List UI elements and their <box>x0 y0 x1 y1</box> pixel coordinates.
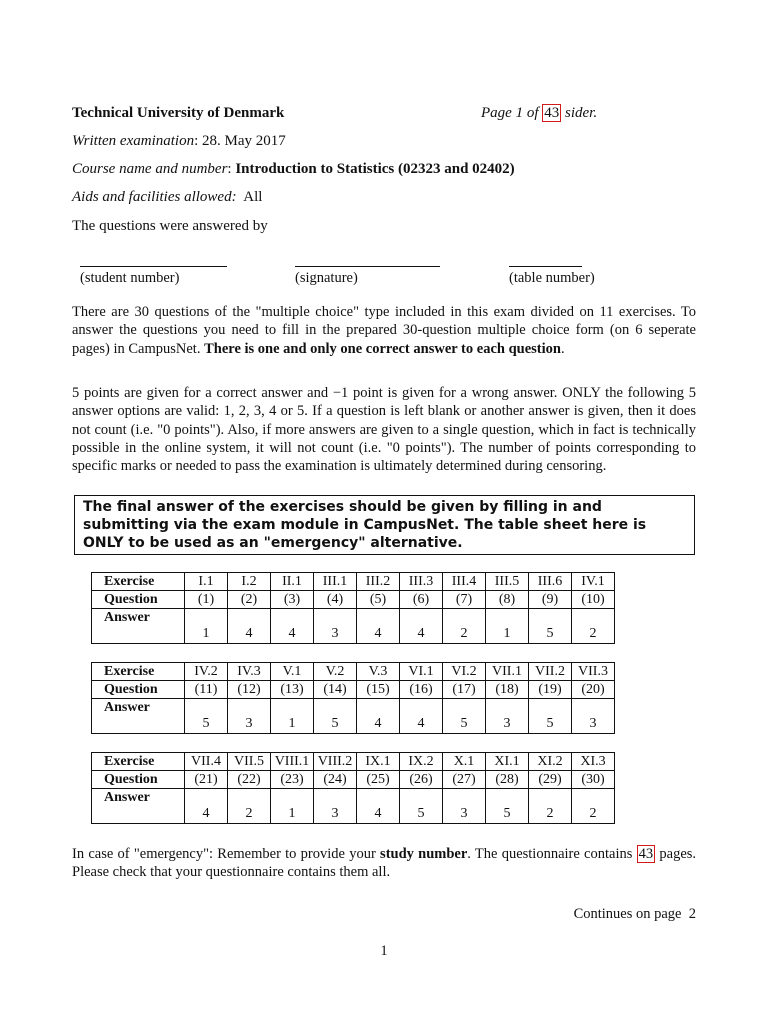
exercise-cell: XI.2 <box>529 753 572 771</box>
emergency-notice-box: The final answer of the exercises should be given by filling in and submitting via the exam module in CampusNet. The table sheet here is ONLY to be used as an "emergency" alternative. <box>74 495 695 555</box>
question-cell: (2) <box>228 591 271 609</box>
exercise-header: Exercise <box>92 573 185 591</box>
table-number-line <box>509 266 582 267</box>
exercise-cell: VII.4 <box>185 753 228 771</box>
answer-cell[interactable]: 1 <box>271 699 314 734</box>
exercise-cell: XI.3 <box>572 753 615 771</box>
answer-cell[interactable]: 4 <box>400 699 443 734</box>
question-cell: (6) <box>400 591 443 609</box>
question-cell: (11) <box>185 681 228 699</box>
question-cell: (1) <box>185 591 228 609</box>
answer-cell[interactable]: 2 <box>228 789 271 824</box>
exercise-row <box>92 663 615 681</box>
signature-line <box>295 266 440 267</box>
answer-cell[interactable]: 2 <box>529 789 572 824</box>
question-cell: (25) <box>357 771 400 789</box>
question-row <box>92 681 615 699</box>
exercise-cell: XI.1 <box>486 753 529 771</box>
answer-cell[interactable]: 1 <box>271 789 314 824</box>
course-value: Introduction to Statistics (02323 and 02402) <box>235 161 515 177</box>
study-number-emphasis: study number <box>380 846 468 862</box>
answer-cell[interactable]: 4 <box>357 789 400 824</box>
question-cell: (20) <box>572 681 615 699</box>
university-name: Technical University of Denmark <box>72 105 285 121</box>
exercise-cell: IV.3 <box>228 663 271 681</box>
scoring-paragraph: 5 points are given for a correct answer and −1 point is given for a wrong answer. ONLY the following 5 answer options are valid: 1, 2, 3, 4 or 5. If a question is left blank or another answer is given, then it does not count (i.e. "0 points"). Also, if more answers are given to a single question, which in fact is technically possible in the online system, it will not count (i.e. "0 points"). The number of points corresponding to specific marks or needed to pass the examination is ultimately determined during censoring. <box>72 385 696 475</box>
answer-cell[interactable]: 4 <box>400 609 443 644</box>
exercise-row <box>92 573 615 591</box>
question-row <box>92 591 615 609</box>
question-cell: (27) <box>443 771 486 789</box>
answer-cell[interactable]: 5 <box>400 789 443 824</box>
exercise-cell: I.1 <box>185 573 228 591</box>
answer-cell[interactable]: 5 <box>486 789 529 824</box>
question-cell: (21) <box>185 771 228 789</box>
answer-cell[interactable]: 3 <box>486 699 529 734</box>
written-value: : 28. May 2017 <box>194 133 286 149</box>
emergency-paragraph <box>72 845 696 882</box>
exercise-cell: VIII.2 <box>314 753 357 771</box>
answer-table-3 <box>91 752 615 824</box>
answer-cell[interactable]: 4 <box>357 699 400 734</box>
question-header: Question <box>92 591 185 609</box>
answer-cell[interactable]: 2 <box>572 609 615 644</box>
continues-on-page: Continues on page 2 <box>573 906 696 922</box>
question-cell: (30) <box>572 771 615 789</box>
exercise-header: Exercise <box>92 753 185 771</box>
question-cell: (10) <box>572 591 615 609</box>
exercise-cell: III.1 <box>314 573 357 591</box>
answer-header: Answer <box>92 609 185 644</box>
answer-row <box>92 609 615 644</box>
exercise-cell: VII.3 <box>572 663 615 681</box>
student-number-line <box>80 266 227 267</box>
answer-cell[interactable]: 3 <box>314 609 357 644</box>
question-cell: (9) <box>529 591 572 609</box>
question-cell: (19) <box>529 681 572 699</box>
question-cell: (12) <box>228 681 271 699</box>
answer-cell[interactable]: 3 <box>572 699 615 734</box>
question-cell: (5) <box>357 591 400 609</box>
question-cell: (16) <box>400 681 443 699</box>
answered-by-line: The questions were answered by <box>72 218 268 234</box>
answer-cell[interactable]: 2 <box>572 789 615 824</box>
question-header: Question <box>92 681 185 699</box>
exercise-cell: VI.1 <box>400 663 443 681</box>
answer-cell[interactable]: 1 <box>185 609 228 644</box>
question-cell: (4) <box>314 591 357 609</box>
exercise-row <box>92 753 615 771</box>
answer-cell[interactable]: 1 <box>486 609 529 644</box>
answer-row <box>92 699 615 734</box>
course-label: Course name and number <box>72 161 228 177</box>
instructions-text: There are 30 questions of the "multiple choice" type included in this exam divided on 11 exercises. To answer the questions you need to fill in the prepared 30-question multiple choice form (on 6 seperate pages) in CampusNet. <box>72 304 696 357</box>
question-cell: (24) <box>314 771 357 789</box>
exercise-cell: III.4 <box>443 573 486 591</box>
exercise-cell: II.1 <box>271 573 314 591</box>
aids-label: Aids and facilities allowed: <box>72 189 237 205</box>
exercise-cell: X.1 <box>443 753 486 771</box>
exercise-cell: V.3 <box>357 663 400 681</box>
answer-cell[interactable]: 5 <box>185 699 228 734</box>
instructions-end: . <box>560 340 565 357</box>
answer-row <box>92 789 615 824</box>
student-number-label: (student number) <box>80 270 180 286</box>
question-cell: (14) <box>314 681 357 699</box>
exercise-cell: VI.2 <box>443 663 486 681</box>
exercise-cell: VIII.1 <box>271 753 314 771</box>
answer-cell[interactable]: 5 <box>529 699 572 734</box>
answer-cell[interactable]: 3 <box>228 699 271 734</box>
exercise-cell: III.2 <box>357 573 400 591</box>
answer-cell[interactable]: 4 <box>271 609 314 644</box>
written-label: Written examination <box>72 133 195 149</box>
page-count-header <box>481 104 597 122</box>
emergency-text-b: . The questionnaire contains <box>467 846 633 862</box>
question-cell: (23) <box>271 771 314 789</box>
table-number-label: (table number) <box>509 270 595 286</box>
written-exam-line <box>72 132 286 150</box>
answer-cell[interactable]: 4 <box>185 789 228 824</box>
answer-cell[interactable]: 5 <box>443 699 486 734</box>
question-cell: (15) <box>357 681 400 699</box>
exercise-cell: III.6 <box>529 573 572 591</box>
page-prefix: Page 1 of <box>481 105 539 121</box>
question-cell: (18) <box>486 681 529 699</box>
answer-table-2 <box>91 662 615 734</box>
page-number: 1 <box>380 943 388 959</box>
aids-line <box>72 188 262 206</box>
emergency-text-c: pages. Please check that your questionnaire contains them all. <box>72 846 697 881</box>
exercise-cell: I.2 <box>228 573 271 591</box>
instructions-paragraph <box>72 303 696 358</box>
signature-label: (signature) <box>295 270 358 286</box>
answer-cell[interactable]: 5 <box>529 609 572 644</box>
question-header: Question <box>92 771 185 789</box>
answer-table-1 <box>91 572 615 644</box>
answer-cell[interactable]: 4 <box>228 609 271 644</box>
exercise-cell: III.3 <box>400 573 443 591</box>
exercise-cell: IX.2 <box>400 753 443 771</box>
exercise-cell: VII.1 <box>486 663 529 681</box>
page-suffix: sider. <box>565 105 598 121</box>
exercise-cell: V.1 <box>271 663 314 681</box>
page-total-link[interactable]: 43 <box>638 846 654 862</box>
question-cell: (13) <box>271 681 314 699</box>
question-row <box>92 771 615 789</box>
exercise-cell: IX.1 <box>357 753 400 771</box>
answer-cell[interactable]: 3 <box>314 789 357 824</box>
answer-cell[interactable]: 4 <box>357 609 400 644</box>
emergency-text-a: In case of "emergency": Remember to provide your <box>72 846 376 862</box>
exercise-header: Exercise <box>92 663 185 681</box>
question-cell: (8) <box>486 591 529 609</box>
answer-header: Answer <box>92 789 185 824</box>
question-cell: (22) <box>228 771 271 789</box>
question-cell: (26) <box>400 771 443 789</box>
exercise-cell: III.5 <box>486 573 529 591</box>
answer-cell[interactable]: 3 <box>443 789 486 824</box>
question-cell: (28) <box>486 771 529 789</box>
exercise-cell: IV.1 <box>572 573 615 591</box>
question-cell: (17) <box>443 681 486 699</box>
instructions-bold: There is one and only one correct answer to each question <box>204 340 561 357</box>
answer-cell[interactable]: 5 <box>314 699 357 734</box>
question-cell: (7) <box>443 591 486 609</box>
question-cell: (3) <box>271 591 314 609</box>
answer-cell[interactable]: 2 <box>443 609 486 644</box>
exercise-cell: IV.2 <box>185 663 228 681</box>
exercise-cell: V.2 <box>314 663 357 681</box>
answer-header: Answer <box>92 699 185 734</box>
exercise-cell: VII.2 <box>529 663 572 681</box>
course-line: Course name and number: Introduction to Statistics (02323 and 02402) <box>72 161 515 177</box>
aids-value: All <box>243 189 263 205</box>
question-cell: (29) <box>529 771 572 789</box>
exercise-cell: VII.5 <box>228 753 271 771</box>
page-total-link[interactable]: 43 <box>544 105 560 121</box>
